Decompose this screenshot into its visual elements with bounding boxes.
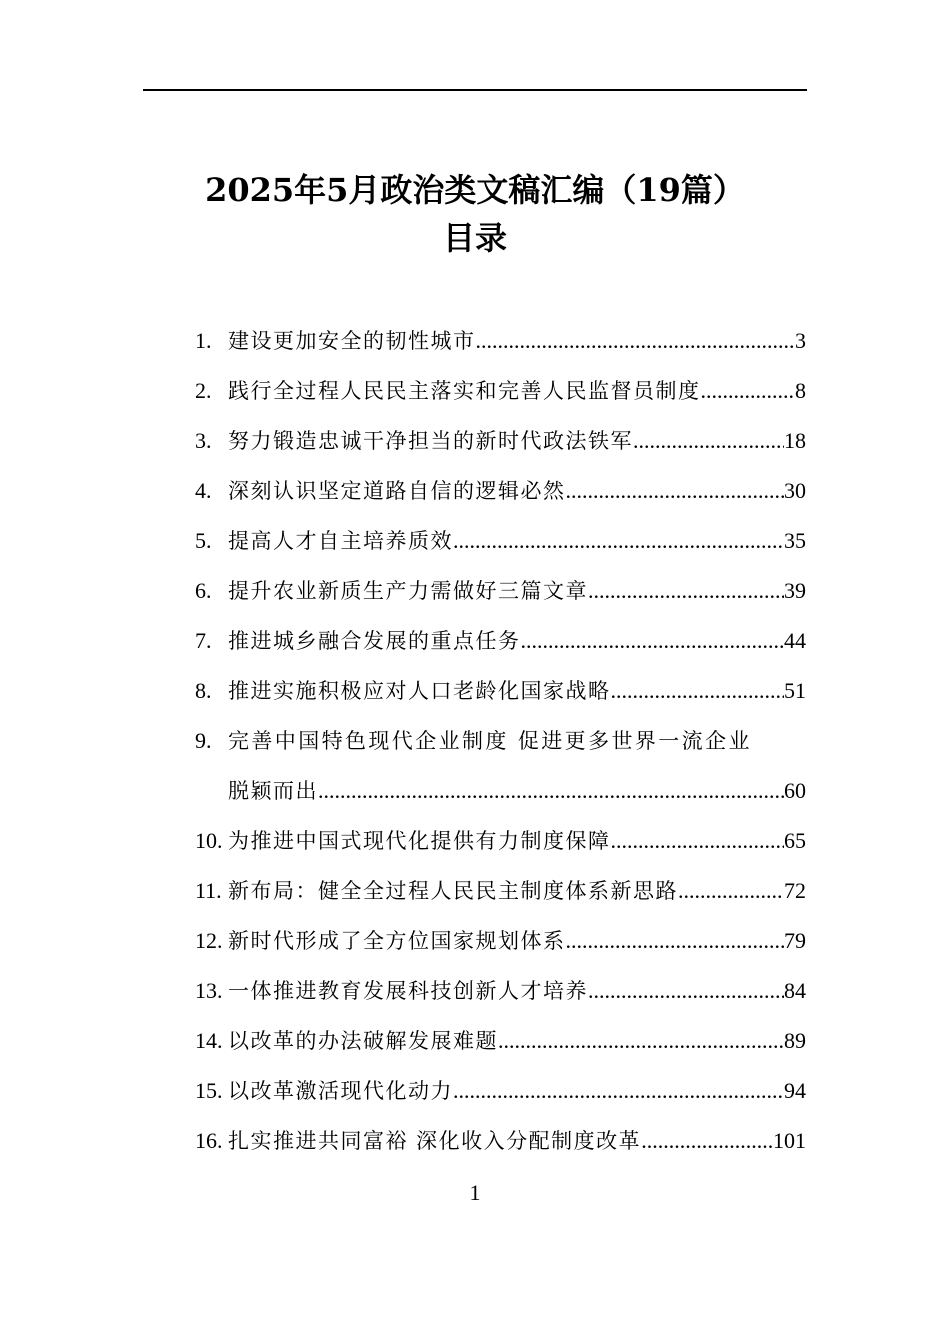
page-number: 1 xyxy=(469,1180,481,1205)
toc-leader-dots xyxy=(701,371,796,411)
toc-entry-title: 推进实施积极应对人口老龄化国家战略 xyxy=(228,679,611,703)
toc-entry-title: 深刻认识坚定道路自信的逻辑必然 xyxy=(228,479,566,503)
toc-entry-page: 65 xyxy=(784,828,806,853)
toc-leader-dots xyxy=(611,821,785,861)
toc-entry-number: 13. xyxy=(195,978,223,1003)
toc-entry-page: 72 xyxy=(784,878,806,903)
toc-entry-title-line2: 脱颖而出 xyxy=(228,779,318,803)
toc-leader-dots xyxy=(498,1021,784,1061)
header-rule xyxy=(143,89,807,91)
toc-entry-title: 为推进中国式现代化提供有力制度保障 xyxy=(228,829,611,853)
toc-entry-number: 16. xyxy=(195,1128,223,1153)
toc-entry[interactable] xyxy=(195,1071,806,1121)
toc-leader-dots xyxy=(611,671,785,711)
toc-entry[interactable] xyxy=(195,971,806,1021)
toc-entry-title: 新时代形成了全方位国家规划体系 xyxy=(228,929,566,953)
toc-entry[interactable] xyxy=(195,821,806,871)
toc-entry-title: 努力锻造忠诚干净担当的新时代政法铁军 xyxy=(228,429,633,453)
toc-entry[interactable] xyxy=(195,521,806,571)
toc-entry-title: 践行全过程人民民主落实和完善人民监督员制度 xyxy=(228,379,701,403)
toc-entry-number: 15. xyxy=(195,1078,223,1103)
toc-entry[interactable] xyxy=(195,471,806,521)
toc-leader-dots xyxy=(318,771,784,811)
toc-entry-page: 8 xyxy=(795,378,806,403)
toc-entry-page: 94 xyxy=(784,1078,806,1103)
toc-entry[interactable] xyxy=(195,921,806,971)
toc-entry[interactable] xyxy=(195,1121,806,1171)
toc-entry-page: 84 xyxy=(784,978,806,1003)
toc-entry-page: 3 xyxy=(795,328,806,353)
toc-entry[interactable] xyxy=(195,871,806,921)
toc-leader-dots xyxy=(633,421,784,461)
toc-leader-dots xyxy=(588,571,784,611)
toc-entry-number: 8. xyxy=(195,678,212,703)
toc-entry-page: 44 xyxy=(784,628,806,653)
toc-entry-number: 9. xyxy=(195,728,212,753)
toc-entry-page: 79 xyxy=(784,928,806,953)
toc-entry-number: 3. xyxy=(195,428,212,453)
toc-entry-page: 89 xyxy=(784,1028,806,1053)
toc-entry[interactable] xyxy=(195,621,806,671)
toc-leader-dots xyxy=(678,871,784,911)
toc-heading: 目录 xyxy=(442,219,507,257)
toc-entry[interactable] xyxy=(195,421,806,471)
toc-entry-number: 4. xyxy=(195,478,212,503)
toc-entry-title: 扎实推进共同富裕 深化收入分配制度改革 xyxy=(228,1129,642,1153)
toc-entry-title: 提升农业新质生产力需做好三篇文章 xyxy=(228,579,588,603)
toc-entry-title: 建设更加安全的韧性城市 xyxy=(228,329,476,353)
document-title: 2025年5月政治类文稿汇编（19篇） xyxy=(205,171,745,209)
toc-entry-number: 5. xyxy=(195,528,212,553)
toc-entry-number: 10. xyxy=(195,828,223,853)
toc-entry-page: 101 xyxy=(773,1128,806,1153)
toc-entry-title: 以改革的办法破解发展难题 xyxy=(228,1029,498,1053)
toc-entry-number: 11. xyxy=(195,878,222,903)
toc-entry-continuation[interactable] xyxy=(195,771,806,821)
toc-leader-dots xyxy=(588,971,784,1011)
toc-leader-dots xyxy=(566,921,785,961)
toc-leader-dots xyxy=(521,621,785,661)
toc-entry[interactable] xyxy=(195,1021,806,1071)
toc-entry[interactable] xyxy=(195,571,806,621)
toc-entry-page: 51 xyxy=(784,678,806,703)
toc-leader-dots xyxy=(476,321,796,361)
toc-entry-page: 30 xyxy=(784,478,806,503)
toc-entry-title-line1: 完善中国特色现代企业制度 促进更多世界一流企业 xyxy=(228,729,752,753)
toc-entry-title: 以改革激活现代化动力 xyxy=(228,1079,453,1103)
table-of-contents xyxy=(195,321,806,1171)
toc-entry-title: 推进城乡融合发展的重点任务 xyxy=(228,629,521,653)
toc-entry-number: 7. xyxy=(195,628,212,653)
toc-leader-dots xyxy=(453,1071,784,1111)
toc-entry-page: 39 xyxy=(784,578,806,603)
toc-leader-dots xyxy=(641,1121,773,1161)
toc-entry-title: 一体推进教育发展科技创新人才培养 xyxy=(228,979,588,1003)
toc-entry-title: 提高人才自主培养质效 xyxy=(228,529,453,553)
toc-entry-title: 新布局：健全全过程人民民主制度体系新思路 xyxy=(228,879,678,903)
toc-entry-number: 2. xyxy=(195,378,212,403)
toc-entry-number: 1. xyxy=(195,328,212,353)
toc-entry-page: 18 xyxy=(784,428,806,453)
toc-entry[interactable] xyxy=(195,721,806,771)
toc-entry-page: 60 xyxy=(784,778,806,803)
toc-leader-dots xyxy=(453,521,784,561)
toc-entry-number: 6. xyxy=(195,578,212,603)
toc-entry-page: 35 xyxy=(784,528,806,553)
toc-entry-number: 14. xyxy=(195,1028,223,1053)
toc-leader-dots xyxy=(566,471,785,511)
toc-entry[interactable] xyxy=(195,321,806,371)
toc-entry[interactable] xyxy=(195,371,806,421)
toc-entry-number: 12. xyxy=(195,928,223,953)
toc-entry[interactable] xyxy=(195,671,806,721)
